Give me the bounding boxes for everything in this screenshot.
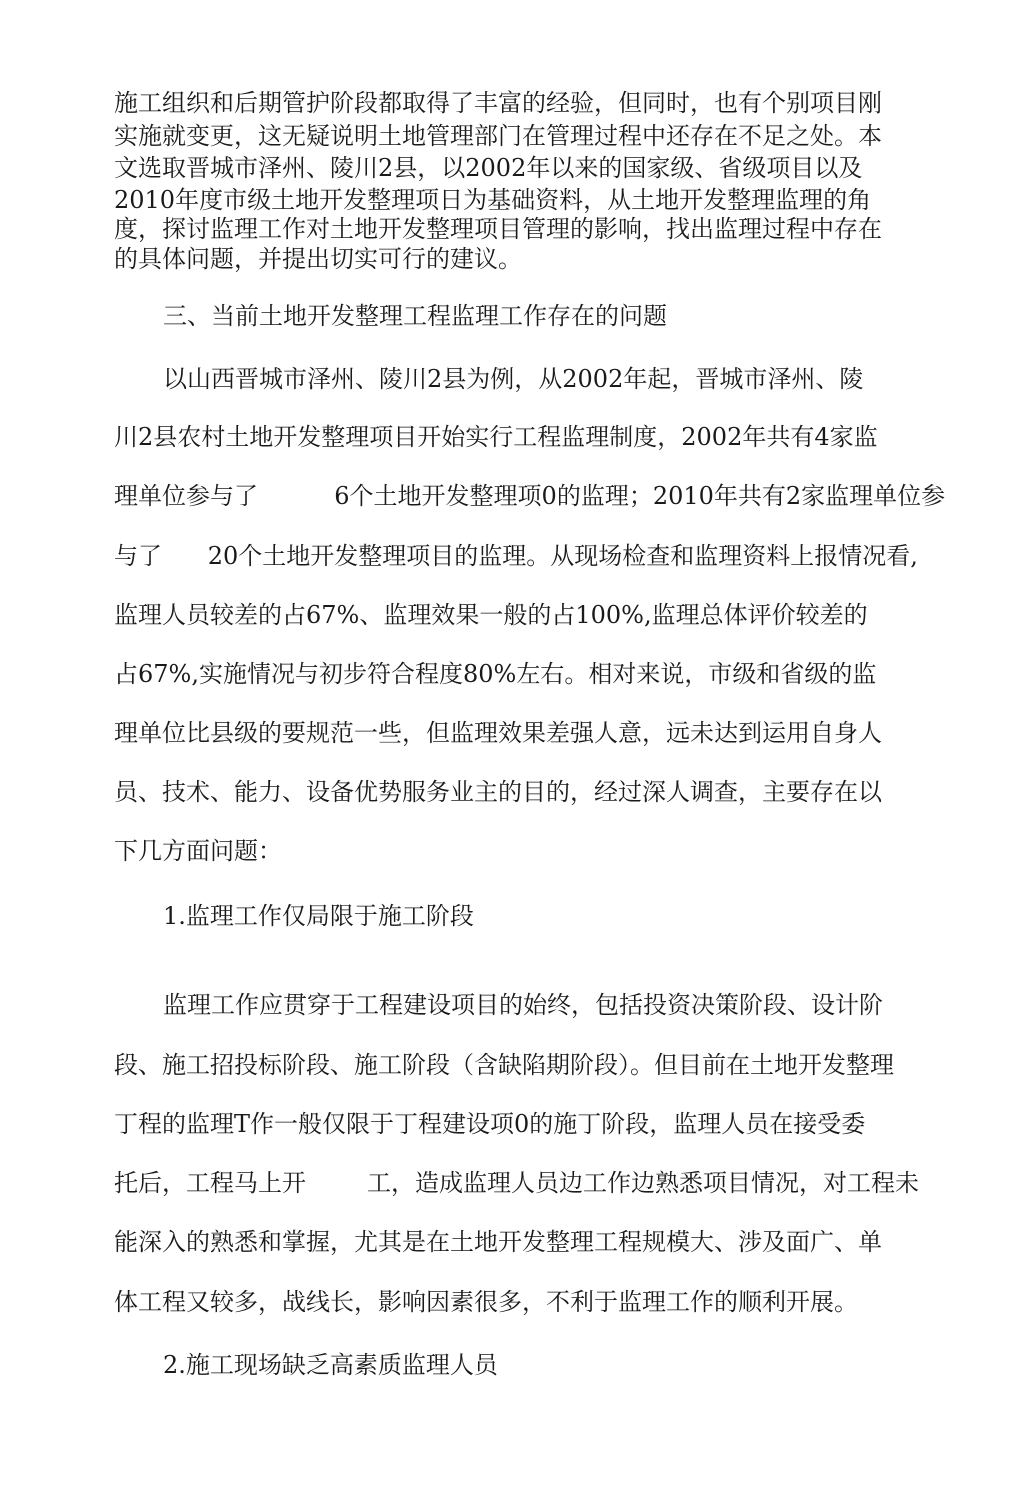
paragraph-line: 托后，工程马上开 工，造成监理人员边工作边熟悉项目情况，对工程未 <box>114 1169 920 1197</box>
paragraph-line: 度，探讨监理工作对土地开发整理项目管理的影响，找出监理过程中存在 <box>114 215 882 243</box>
paragraph-line: 的具体问题，并提出切实可行的建议。 <box>114 245 522 273</box>
paragraph-line: 能深入的熟悉和掌握，尤其是在土地开发整理工程规模大、涉及面广、单 <box>114 1228 882 1256</box>
subsection-heading: 2.施工现场缺乏高素质监理人员 <box>163 1351 498 1379</box>
paragraph-line: 监理人员较差的占67%、监理效果一般的占100%,监理总体评价较差的 <box>114 601 868 629</box>
paragraph-line: 体工程又较多，战线长，影响因素很多，不利于监理工作的顺利开展。 <box>114 1288 858 1316</box>
paragraph-line: 文选取晋城市泽州、陵川2县，以2002年以来的国家级、省级项目以及 <box>114 154 863 182</box>
paragraph-line: 段、施工招投标阶段、施工阶段（含缺陷期阶段）。但目前在土地开发整理 <box>114 1051 894 1079</box>
paragraph-line: 监理工作应贯穿于工程建设项目的始终，包括投资决策阶段、设计阶 <box>163 991 883 1019</box>
paragraph-line: 理单位参与了 6个土地开发整理项0的监理；2010年共有2家监理单位参 <box>114 482 946 510</box>
paragraph-line: 2010年度市级土地开发整理项日为基础资料，从土地开发整理监理的角 <box>114 186 872 214</box>
subsection-heading: 1.监理工作仅局限于施工阶段 <box>163 902 474 930</box>
paragraph-line: 施工组织和后期管护阶段都取得了丰富的经验，但同时，也有个别项目刚 <box>114 89 882 117</box>
paragraph-line: 与了 20个土地开发整理项目的监理。从现场检查和监理资料上报情况看, <box>114 542 918 570</box>
paragraph-line: 占67%,实施情况与初步符合程度80%左右。相对来说，市级和省级的监 <box>114 660 877 688</box>
paragraph-line: 下几方面问题： <box>114 837 282 865</box>
paragraph-line: 实施就变更，这无疑说明土地管理部门在管理过程中还存在不足之处。本 <box>114 122 882 150</box>
paragraph-line: 理单位比县级的要规范一些，但监理效果差强人意，远未达到运用自身人 <box>114 719 882 747</box>
paragraph-line: 丁程的监理T作一般仅限于丁程建设项0的施丁阶段，监理人员在接受委 <box>114 1110 866 1138</box>
paragraph-line: 员、技术、能力、设备优势服务业主的目的，经过深人调查，主要存在以 <box>114 778 882 806</box>
paragraph-line: 川2县农村土地开发整理项目开始实行工程监理制度，2002年共有4家监 <box>114 423 878 451</box>
section-heading: 三、当前土地开发整理工程监理工作存在的问题 <box>163 302 667 330</box>
paragraph-line: 以山西晋城市泽州、陵川2县为例，从2002年起，晋城市泽州、陵 <box>163 365 864 393</box>
